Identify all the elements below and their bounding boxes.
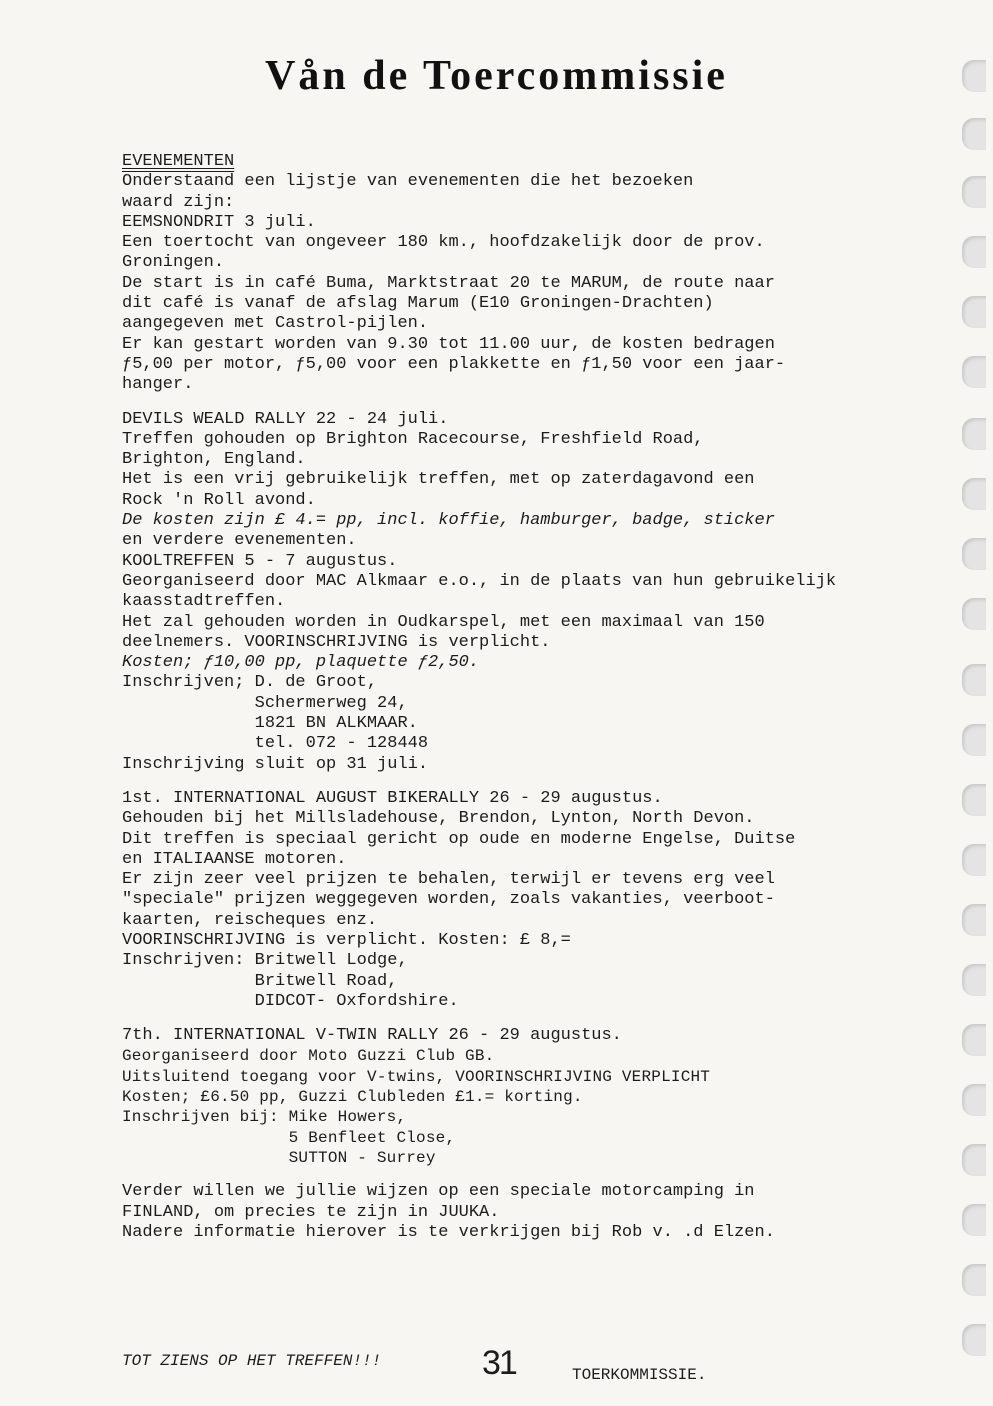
event-line: Schermerweg 24, [122,693,408,713]
page-number: 31 [482,1344,516,1382]
event-line: Een toertocht van ongeveer 180 km., hoofdzakelijk door de prov. [122,233,765,253]
event-line: 5 Benfleet Close, [122,1128,456,1147]
event-line: Inschrijven; D. de Groot, [122,673,378,693]
event-line: Inschrijving sluit op 31 juli. [122,754,429,774]
event-line: Britwell Road, [122,971,398,991]
binder-hole [962,60,986,92]
event-line: DIDCOT- Oxfordshire. [122,991,459,1011]
event-line: Het zal gehouden worden in Oudkarspel, met een maximaal van 150 [122,612,765,632]
event-line: Dit treffen is speciaal gericht op oude en moderne Engelse, Duitse [122,829,796,849]
closing-line: FINLAND, om precies te zijn in JUUKA. [122,1202,500,1222]
event-line: De kosten zijn £ 4.= pp, incl. koffie, hamburger, badge, sticker [122,511,775,531]
signature: TOERKOMMISSIE. [572,1366,707,1384]
event-line: Treffen gohouden op Brighton Racecourse, Freshfield Road, [122,429,704,449]
intro-line: Onderstaand een lijstje van evenementen die het bezoeken [122,172,694,192]
event-line: Brighton, England. [122,450,306,470]
event-line: SUTTON - Surrey [122,1148,436,1167]
closing-line: Verder willen we jullie wijzen op een speciale motorcamping in [122,1182,755,1202]
binder-hole [962,1264,986,1296]
event-title: DEVILS WEALD RALLY 22 - 24 juli. [122,409,449,429]
intro-line: waard zijn: [122,192,235,212]
event-line: aangegeven met Castrol-pijlen. [122,314,429,334]
event-line: "speciale" prijzen weggegeven worden, zoals vakanties, veerboot- [122,890,775,910]
event-line: Kosten; £6.50 pp, Guzzi Clubleden £1.= korting. [122,1088,583,1107]
event-title: 7th. INTERNATIONAL V-TWIN RALLY 26 - 29 augustus. [122,1026,622,1046]
event-line: Rock 'n Roll avond. [122,490,316,510]
event-line: Uitsluitend toegang voor V-twins, VOORINSCHRIJVING VERPLICHT [122,1067,711,1086]
event-line: Er zijn zeer veel prijzen te behalen, terwijl er tevens erg veel [122,870,775,890]
event-line: Gehouden bij het Millsladehouse, Brendon, Lynton, North Devon. [122,809,755,829]
event-line: De start is in café Buma, Marktstraat 20 te MARUM, de route naar [122,273,775,293]
event-line: Inschrijven bij: Mike Howers, [122,1108,407,1127]
event-line: tel. 072 - 128448 [122,734,429,754]
event-line: kaasstadtreffen. [122,592,286,612]
section-heading: EVENEMENTEN [122,152,235,171]
event-line: ƒ5,00 per motor, ƒ5,00 voor een plakkette en ƒ1,50 voor een jaar- [122,354,786,374]
event-title: 1st. INTERNATIONAL AUGUST BIKERALLY 26 - 29 augustus. [122,788,663,808]
event-line: VOORINSCHRIJVING is verplicht. Kosten: £ 8,= [122,930,571,950]
event-line: Georganiseerd door MAC Alkmaar e.o., in de plaats van hun gebruikelijk [122,571,837,591]
event-line: Georganiseerd door Moto Guzzi Club GB. [122,1047,495,1066]
event-title: KOOLTREFFEN 5 - 7 augustus. [122,551,398,571]
closing-line: Nadere informatie hierover is te verkrijgen bij Rob v. .d Elzen. [122,1222,775,1242]
event-line: Inschrijven: Britwell Lodge, [122,951,408,971]
event-title: EEMSNONDRIT 3 juli. [122,212,316,232]
event-line: en verdere evenementen. [122,531,357,551]
event-line: Het is een vrij gebruikelijk treffen, met op zaterdagavond een [122,470,755,490]
event-line: dit café is vanaf de afslag Marum (E10 Groningen-Drachten) [122,294,714,314]
page-footer [122,1344,902,1392]
page-title: Vån de Toercommissie [265,53,728,99]
event-line: 1821 BN ALKMAAR. [122,714,418,734]
event-line: Kosten; ƒ10,00 pp, plaquette ƒ2,50. [122,653,480,673]
event-line: en ITALIAANSE motoren. [122,849,347,869]
closing-greeting: TOT ZIENS OP HET TREFFEN!!! [122,1352,382,1370]
event-line: Groningen. [122,253,225,273]
event-line: Er kan gestart worden van 9.30 tot 11.00 uur, de kosten bedragen [122,334,775,354]
binder-hole [962,118,986,150]
event-line: kaarten, reischeques enz. [122,910,378,930]
event-line: deelnemers. VOORINSCHRIJVING is verplicht. [122,632,551,652]
article-body [122,152,972,1243]
event-line: hanger. [122,375,194,395]
binder-hole [962,1324,986,1356]
